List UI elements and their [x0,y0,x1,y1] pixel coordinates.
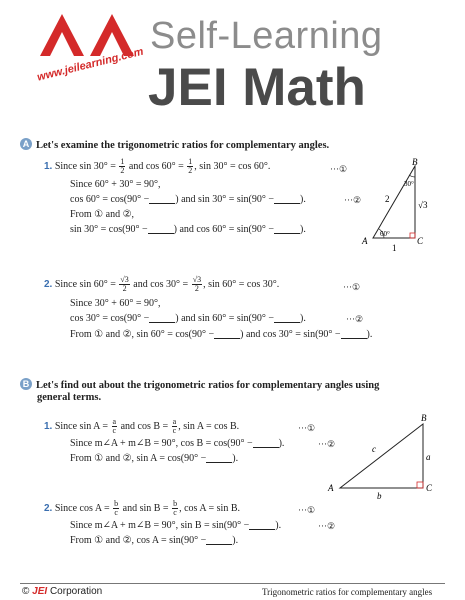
a2-mark-2: ···② [346,314,364,324]
site-url: www.jeilearning.com [36,45,145,84]
section-b-heading [20,378,379,391]
a2-line4 [70,328,372,342]
b2-line2-prefix: Since m∠A + m∠B = 90°, sin B = sin(90° − [70,520,250,531]
a2-blank-3[interactable] [214,329,240,339]
a1-blank-2[interactable] [274,194,300,204]
a2-blank-4[interactable] [341,329,367,339]
a2-line1-mid: and cos 30° = [133,278,189,290]
a2-number: 2. [44,278,53,290]
section-b-badge: B [20,378,32,390]
t1-angle-b: 30° [404,180,414,188]
a1-line1-prefix: Since sin 30° = [54,160,116,172]
b2-frac1-num: b [114,499,119,508]
t1-vertex-c: C [417,236,424,246]
a1-blank-1[interactable] [149,194,175,204]
b1-mark-1: ···① [298,423,316,433]
b2-line1-suffix: , cos A = sin B. [179,502,241,514]
a1-mark-2: ···② [344,195,362,205]
b2-frac1-den: c [114,508,118,517]
a2-blank-2[interactable] [274,313,300,323]
a1-fraction-1 [119,158,125,175]
t1-side-ac: 1 [392,243,397,253]
jei-logo-text: JEI [32,586,48,597]
t2-vertex-a: A [328,483,334,493]
a1-line3-prefix: cos 60° = cos(90° − [70,194,150,205]
b1-number: 1. [44,420,53,432]
a2-line4-suffix: ). [366,329,373,340]
b2-blank-1[interactable] [249,520,275,530]
b2-fraction-1 [113,500,119,517]
t2-side-a: a [426,452,431,462]
a1-line4: From ① and ②, [70,209,135,220]
b1-blank-1[interactable] [253,438,279,448]
b1-line1-prefix: Since sin A = [54,420,108,432]
a2-line1-suffix: , sin 60° = cos 30°. [203,278,280,290]
t2-vertex-c: C [426,483,433,493]
footer-divider [20,583,445,584]
a1-line5 [70,223,306,237]
a1-frac2-den: 2 [188,166,193,175]
a1-line5-suffix: ). [300,224,306,235]
b1-line2-suffix: ). [278,438,285,449]
b1-line3-prefix: From ① and ②, sin A = cos(90° − [70,453,207,464]
t1-angle-a: 60° [380,230,390,238]
a1-line5-prefix: sin 30° = cos(90° − [70,224,148,235]
b1-line1 [44,418,239,435]
a1-line1 [44,158,270,175]
b2-number: 2. [44,502,53,514]
b1-blank-2[interactable] [206,453,232,463]
a2-mark-1: ···① [343,282,361,292]
b1-frac2-den: c [172,426,177,435]
b2-line2-suffix: ). [275,520,282,531]
a1-line3 [70,193,306,207]
a2-line3 [70,312,306,326]
section-b-heading-line2: general terms. [37,392,102,403]
a2-fraction-1 [119,276,129,293]
section-b-heading-line1: Let's find out about the trigonometric ratios for complementary angles using [36,380,380,391]
b2-line1-prefix: Since cos A = [54,502,110,514]
a2-fraction-2 [192,276,202,293]
a2-line2: Since 30° + 60° = 90°, [70,298,161,309]
a1-fraction-2 [187,158,193,175]
t2-side-c: c [372,444,376,454]
t1-side-hyp: 2 [385,194,390,204]
footer-copyright [22,586,102,597]
b1-fraction-1 [112,418,118,435]
a2-line1 [44,276,279,293]
a1-mark-1: ···① [330,164,348,174]
b2-mark-2: ···② [318,521,336,531]
b1-line1-mid: and cos B = [120,420,169,432]
t1-vertex-b: B [412,158,418,167]
a1-frac2-num: 1 [188,157,193,166]
a1-line3-suffix: ). [300,194,306,205]
a1-blank-4[interactable] [274,224,300,234]
t2-side-b: b [377,491,382,501]
b1-line3 [70,452,238,466]
triangle-30-60-90-diagram [360,158,440,258]
a2-line3-suffix: ). [300,313,306,324]
b1-line2 [70,437,284,451]
b2-fraction-2 [172,500,178,517]
b1-fraction-2 [172,418,178,435]
b1-mark-2: ···② [318,439,336,449]
brand-line-jei-math: JEI Math [148,58,366,117]
b2-line2 [70,519,281,533]
footer-topic: Trigonometric ratios for complementary angles [262,587,433,597]
a2-frac2-den: 2 [194,284,199,293]
b1-frac1-num: a [112,417,117,426]
company-word: Corporation [49,586,103,597]
a2-blank-1[interactable] [149,313,175,323]
a2-frac1-den: 2 [122,284,127,293]
section-a-heading [20,138,329,151]
a2-frac1-num: √3 [120,275,129,284]
a1-line1-suffix: , sin 30° = cos 60°. [194,160,271,172]
brand-line-self-learning: Self-Learning [150,15,383,57]
t1-vertex-a: A [362,236,368,246]
a2-frac2-num: √3 [192,275,202,284]
b2-mark-1: ···① [298,505,316,515]
b2-line3-suffix: ). [232,535,239,546]
a1-blank-3[interactable] [148,224,174,234]
b2-line3-prefix: From ① and ②, cos A = sin(90° − [70,535,207,546]
b2-line1-mid: and sin B = [122,502,169,514]
a1-frac1-num: 1 [120,157,125,166]
a2-line1-prefix: Since sin 60° = [54,278,116,290]
a1-line5-mid: ) and cos 60° = sin(90° − [173,224,274,235]
b2-frac2-den: c [173,508,177,517]
b2-line1 [44,500,240,517]
right-triangle-abc-diagram [322,412,442,502]
section-a-badge: A [20,138,32,150]
b1-frac2-num: a [172,417,177,426]
b2-line3 [70,534,238,548]
a1-line1-mid: and cos 60° = [128,160,184,172]
b1-line2-prefix: Since m∠A + m∠B = 90°, cos B = cos(90° − [70,438,253,449]
a2-line4-mid: ) and cos 30° = sin(90° − [240,329,341,340]
a1-line2: Since 60° + 30° = 90°, [70,179,161,190]
t2-vertex-b: B [421,413,427,423]
copyright-symbol: © [22,586,30,597]
a1-line3-mid: ) and sin 30° = sin(90° − [175,194,274,205]
b1-line3-suffix: ). [232,453,239,464]
b2-blank-2[interactable] [206,535,232,545]
a1-number: 1. [44,160,53,172]
section-a-heading-text: Let's examine the trigonometric ratios for complementary angles. [36,140,330,151]
a2-line4-prefix: From ① and ②, sin 60° = cos(90° − [70,329,215,340]
a2-line3-mid: ) and sin 60° = sin(90° − [175,313,274,324]
b1-line1-suffix: , sin A = cos B. [178,420,240,432]
a1-frac1-den: 2 [120,166,125,175]
a2-line3-prefix: cos 30° = cos(90° − [70,313,150,324]
b1-frac1-den: c [112,426,117,435]
t1-side-bc: √3 [418,200,428,210]
b2-frac2-num: b [173,499,178,508]
